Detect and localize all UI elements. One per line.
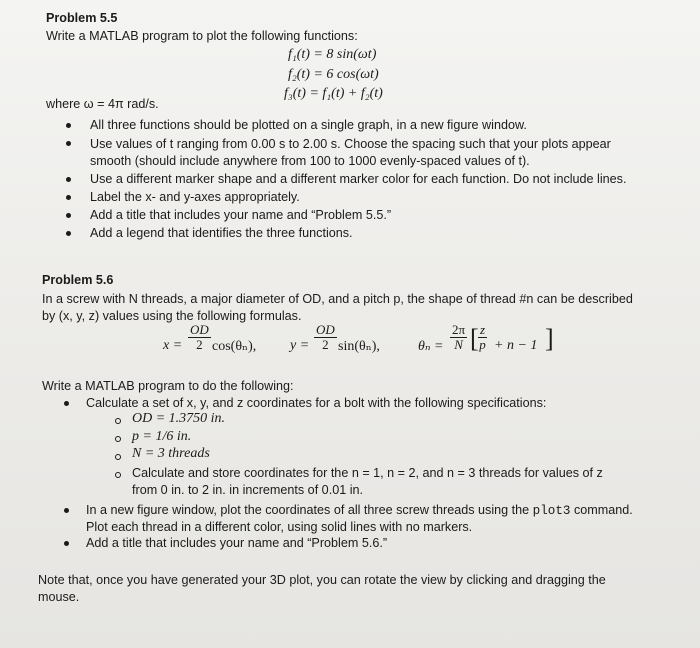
p55-intro: Write a MATLAB program to plot the following functions: — [46, 29, 358, 43]
p56-bullet-2 — [86, 502, 633, 519]
formula-y-lhs: y = — [290, 338, 310, 353]
sub-bullet-ring — [115, 454, 121, 460]
p55-title: Problem 5.5 — [46, 11, 118, 25]
p56-title: Problem 5.6 — [42, 273, 114, 287]
p55-eq1: f₁(t) = 8 sin(ωt) — [288, 47, 377, 62]
formula-x-lhs: x = — [163, 338, 183, 353]
n-denominator: N — [454, 337, 463, 352]
p56-lead: Write a MATLAB program to do the following: — [42, 379, 294, 393]
p55-bullet-2-cont: smooth (should include anywhere from 100 to 1000 evenly-spaced values of t). — [90, 154, 530, 168]
p56-intro-1: In a screw with N threads, a major diameter of OD, and a pitch p, the shape of thread #n can be described — [42, 292, 633, 306]
bullet-dot — [66, 213, 71, 218]
p-denominator: p — [479, 337, 486, 352]
bullet-dot — [66, 231, 71, 236]
bullet-dot — [66, 195, 71, 200]
left-bracket: [ — [470, 324, 479, 353]
od-numerator: OD — [190, 322, 209, 337]
p56-intro-2: by (x, y, z) values using the following formulas. — [42, 309, 302, 323]
p55-eq2: f₂(t) = 6 cos(ωt) — [288, 67, 379, 82]
two-denominator: 2 — [322, 337, 329, 352]
bullet-dot — [66, 141, 71, 146]
formula-cos: cos(θₙ), — [212, 339, 257, 354]
p55-bullet-2: Use values of t ranging from 0.00 s to 2.00 s. Choose the spacing such that your plots appear — [90, 137, 611, 151]
od-numerator: OD — [316, 322, 335, 337]
p55-bullet-5: Add a title that includes your name and “Problem 5.5.” — [90, 208, 392, 222]
bullet-dot — [64, 401, 69, 406]
p55-bullet-3: Use a different marker shape and a different marker color for each function. Do not include lines. — [90, 172, 627, 186]
p56-sub-1: OD = 1.3750 in. — [132, 411, 226, 426]
bullet-dot — [66, 123, 71, 128]
sub-bullet-ring — [115, 418, 121, 424]
p56-sub-4: Calculate and store coordinates for the n = 1, n = 2, and n = 3 threads for values of z — [132, 466, 603, 480]
p56-bullet-1: Calculate a set of x, y, and z coordinates for a bolt with the following specifications: — [86, 396, 547, 410]
p56-note-2: mouse. — [38, 590, 80, 604]
p56-bullet-2-text: In a new figure window, plot the coordinates of all three screw threads using the — [86, 503, 530, 517]
bullet-dot — [64, 541, 69, 546]
formula-sin: sin(θₙ), — [338, 339, 380, 354]
p55-eq3: f₃(t) = f₁(t) + f₂(t) — [284, 86, 383, 101]
p56-sub-3: N = 3 threads — [132, 446, 210, 461]
p55-bullet-6: Add a legend that identifies the three functions. — [90, 226, 353, 240]
sub-bullet-ring — [115, 472, 121, 478]
z-numerator: z — [480, 322, 486, 337]
plot3-code: plot3 — [532, 504, 571, 518]
formula-y-fraction — [314, 323, 337, 352]
p56-sub-2: p = 1/6 in. — [132, 429, 192, 444]
p56-bullet-3: Add a title that includes your name and “Problem 5.6.” — [86, 536, 388, 550]
p55-where: where ω = 4π rad/s. — [46, 97, 159, 111]
formula-theta-fraction — [450, 323, 467, 352]
right-bracket: ] — [545, 324, 554, 353]
p56-note-1: Note that, once you have generated your 3D plot, you can rotate the view by clicking and dragging the — [38, 573, 606, 587]
p56-bullet-2-cont: Plot each thread in a different color, using solid lines with no markers. — [86, 520, 473, 534]
bullet-dot — [64, 508, 69, 513]
p56-bullet-2-tail: command. — [573, 503, 633, 517]
two-pi-numerator: 2π — [452, 322, 466, 337]
two-denominator: 2 — [196, 337, 203, 352]
p56-sub-4-cont: from 0 in. to 2 in. in increments of 0.01 in. — [132, 483, 363, 497]
formula-theta-lhs: θₙ = — [418, 339, 444, 354]
p55-bullet-4: Label the x- and y-axes appropriately. — [90, 190, 300, 204]
formula-x-fraction — [188, 323, 211, 352]
formula-tail: + n − 1 — [494, 338, 538, 353]
formula-z-over-p — [478, 323, 487, 352]
p55-bullet-1: All three functions should be plotted on a single graph, in a new figure window. — [90, 118, 527, 132]
bullet-dot — [66, 177, 71, 182]
sub-bullet-ring — [115, 436, 121, 442]
